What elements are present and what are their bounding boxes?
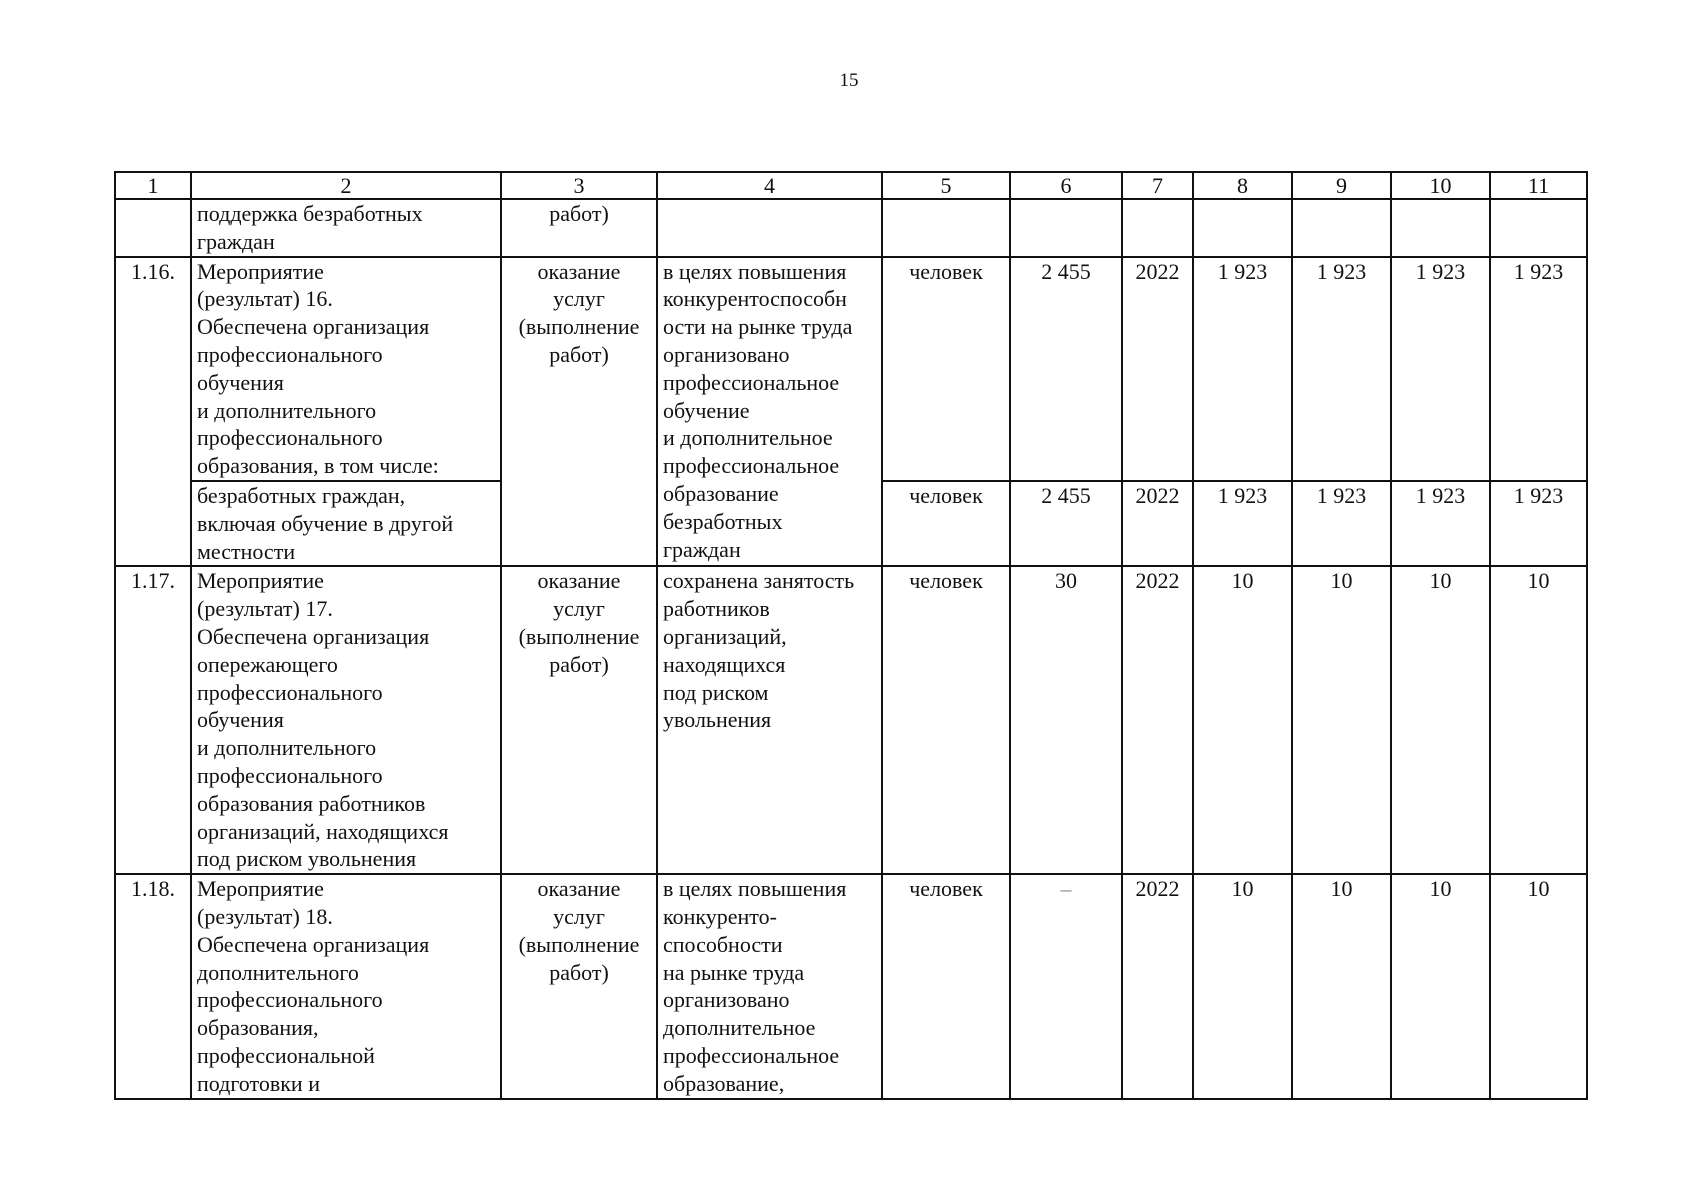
text-line: в целях повышения [663, 258, 847, 284]
text-line: и дополнительного [197, 397, 377, 423]
column-number: 3 [501, 172, 657, 199]
text-line: сохранена занятость [663, 568, 855, 594]
text-line: обучение [663, 397, 750, 423]
page-number: 15 [839, 70, 859, 91]
text-line: организаций, [663, 623, 787, 649]
measure-type-cell [501, 199, 657, 257]
measure-name-cell [191, 874, 501, 1098]
base-year-cell: 2022 [1122, 481, 1193, 566]
value-cell [1391, 199, 1490, 257]
text-line: организовано [663, 341, 790, 367]
text-line: безработных граждан, [197, 482, 406, 508]
text-line: опережающего [197, 651, 338, 677]
text-line: профессиональное [663, 369, 840, 395]
text-line: профессиональной [197, 1042, 375, 1068]
text-line: профессионального [197, 987, 383, 1013]
text-line: (результат) 17. [197, 596, 333, 622]
column-number: 10 [1391, 172, 1490, 199]
value-cell: 10 [1193, 566, 1292, 874]
unit-cell: человек [882, 874, 1010, 1098]
row-number-cell: 1.18. [115, 874, 191, 1098]
value-cell: 1 923 [1391, 257, 1490, 481]
description-cell [657, 257, 882, 567]
column-number: 11 [1490, 172, 1587, 199]
text-line: дополнительного [197, 959, 359, 985]
text-line: профессиональное [663, 453, 840, 479]
text-line: Мероприятие [197, 568, 324, 594]
column-number: 8 [1193, 172, 1292, 199]
text-line: профессионального [197, 762, 383, 788]
text-line: профессионального [197, 341, 383, 367]
text-line: организовано [663, 987, 790, 1013]
text-line: Мероприятие [197, 258, 324, 284]
base-value-cell [1010, 199, 1122, 257]
unit-cell: человек [882, 257, 1010, 481]
text-line: оказание [537, 876, 621, 902]
measure-type-cell [501, 566, 657, 874]
text-line: профессионального [197, 425, 383, 451]
value-cell [1292, 199, 1391, 257]
text-line: оказание [537, 258, 621, 284]
table-row-1-18 [115, 874, 1587, 1098]
text-line: (результат) 18. [197, 903, 333, 929]
column-number-row [115, 172, 1587, 199]
text-line: увольнения [663, 707, 772, 733]
unit-cell: человек [882, 566, 1010, 874]
column-number: 6 [1010, 172, 1122, 199]
measure-type-cell [501, 257, 657, 567]
text-line: (выполнение [518, 623, 640, 649]
text-line: граждан [663, 536, 741, 562]
unit-cell [882, 199, 1010, 257]
text-line: конкурентоспособн [663, 286, 847, 312]
table-row-1-17 [115, 566, 1587, 874]
column-number: 7 [1122, 172, 1193, 199]
text-line: дополнительное [663, 1015, 816, 1041]
text-line: работ) [549, 201, 609, 226]
value-cell: 10 [1490, 874, 1587, 1098]
text-line: оказание [537, 568, 621, 594]
value-cell: 1 923 [1490, 481, 1587, 566]
description-cell [657, 874, 882, 1098]
value-cell: 10 [1292, 874, 1391, 1098]
text-line: работ) [549, 341, 609, 367]
text-line: местности [197, 538, 296, 564]
text-line: обучения [197, 707, 284, 733]
value-cell: 1 923 [1490, 257, 1587, 481]
text-line: Обеспечена организация [197, 314, 430, 340]
unit-cell: человек [882, 481, 1010, 566]
base-year-cell: 2022 [1122, 566, 1193, 874]
value-cell: 1 923 [1193, 257, 1292, 481]
value-cell [1193, 199, 1292, 257]
text-line: профессионального [197, 679, 383, 705]
text-line: в целях повышения [663, 876, 847, 902]
measure-name-cell [191, 481, 501, 566]
text-line: обучения [197, 369, 284, 395]
continuation-row [115, 199, 1587, 257]
text-line: на рынке труда [663, 959, 805, 985]
value-cell: 10 [1490, 566, 1587, 874]
text-line: услуг [553, 903, 605, 929]
text-line: услуг [553, 596, 605, 622]
text-line: под риском увольнения [197, 846, 417, 872]
text-line: Обеспечена организация [197, 931, 430, 957]
text-line: под риском [663, 679, 769, 705]
row-number-cell: 1.16. [115, 257, 191, 567]
column-number: 2 [191, 172, 501, 199]
text-line: ости на рынке труда [663, 314, 853, 340]
base-year-cell: 2022 [1122, 257, 1193, 481]
base-value-cell: 2 455 [1010, 257, 1122, 481]
text-line: образования, [197, 1015, 319, 1041]
base-year-cell [1122, 199, 1193, 257]
measure-type-cell [501, 874, 657, 1098]
value-cell: 1 923 [1391, 481, 1490, 566]
text-line: услуг [553, 286, 605, 312]
value-cell [1490, 199, 1587, 257]
description-cell [657, 566, 882, 874]
indicators-table [114, 171, 1588, 1100]
text-line: способности [663, 931, 783, 957]
text-line: безработных [663, 508, 783, 534]
value-cell: 10 [1292, 566, 1391, 874]
measure-name-cell [191, 257, 501, 481]
measure-name-cell [191, 199, 501, 257]
value-cell: 10 [1193, 874, 1292, 1098]
description-cell [657, 199, 882, 257]
text-line: поддержка безработных [197, 201, 423, 226]
value-cell: 1 923 [1292, 481, 1391, 566]
text-line: и дополнительное [663, 425, 833, 451]
base-year-cell: 2022 [1122, 874, 1193, 1098]
base-value-cell: – [1010, 874, 1122, 1098]
text-line: работ) [549, 959, 609, 985]
text-line: конкуренто- [663, 903, 777, 929]
text-line: (выполнение [518, 931, 640, 957]
text-line: образование, [663, 1070, 785, 1096]
value-cell: 10 [1391, 566, 1490, 874]
value-cell: 1 923 [1292, 257, 1391, 481]
text-line: образования работников [197, 790, 426, 816]
value-cell: 1 923 [1193, 481, 1292, 566]
text-line: подготовки и [197, 1070, 320, 1096]
text-line: работников [663, 596, 770, 622]
text-line: профессиональное [663, 1042, 840, 1068]
table-row-1-16 [115, 257, 1587, 481]
text-line: (результат) 16. [197, 286, 333, 312]
measure-name-cell [191, 566, 501, 874]
value-cell: 10 [1391, 874, 1490, 1098]
column-number: 5 [882, 172, 1010, 199]
row-number-cell [115, 199, 191, 257]
base-value-cell: 30 [1010, 566, 1122, 874]
base-value-cell: 2 455 [1010, 481, 1122, 566]
text-line: и дополнительного [197, 735, 377, 761]
column-number: 1 [115, 172, 191, 199]
column-number: 9 [1292, 172, 1391, 199]
text-line: граждан [197, 228, 275, 254]
text-line: образование [663, 480, 779, 506]
text-line: находящихся [663, 651, 786, 677]
column-number: 4 [657, 172, 882, 199]
text-line: образования, в том числе: [197, 453, 439, 479]
text-line: организаций, находящихся [197, 818, 449, 844]
row-number-cell: 1.17. [115, 566, 191, 874]
text-line: (выполнение [518, 314, 640, 340]
text-line: Обеспечена организация [197, 623, 430, 649]
text-line: включая обучение в другой [197, 510, 454, 536]
text-line: Мероприятие [197, 876, 324, 902]
text-line: работ) [549, 651, 609, 677]
